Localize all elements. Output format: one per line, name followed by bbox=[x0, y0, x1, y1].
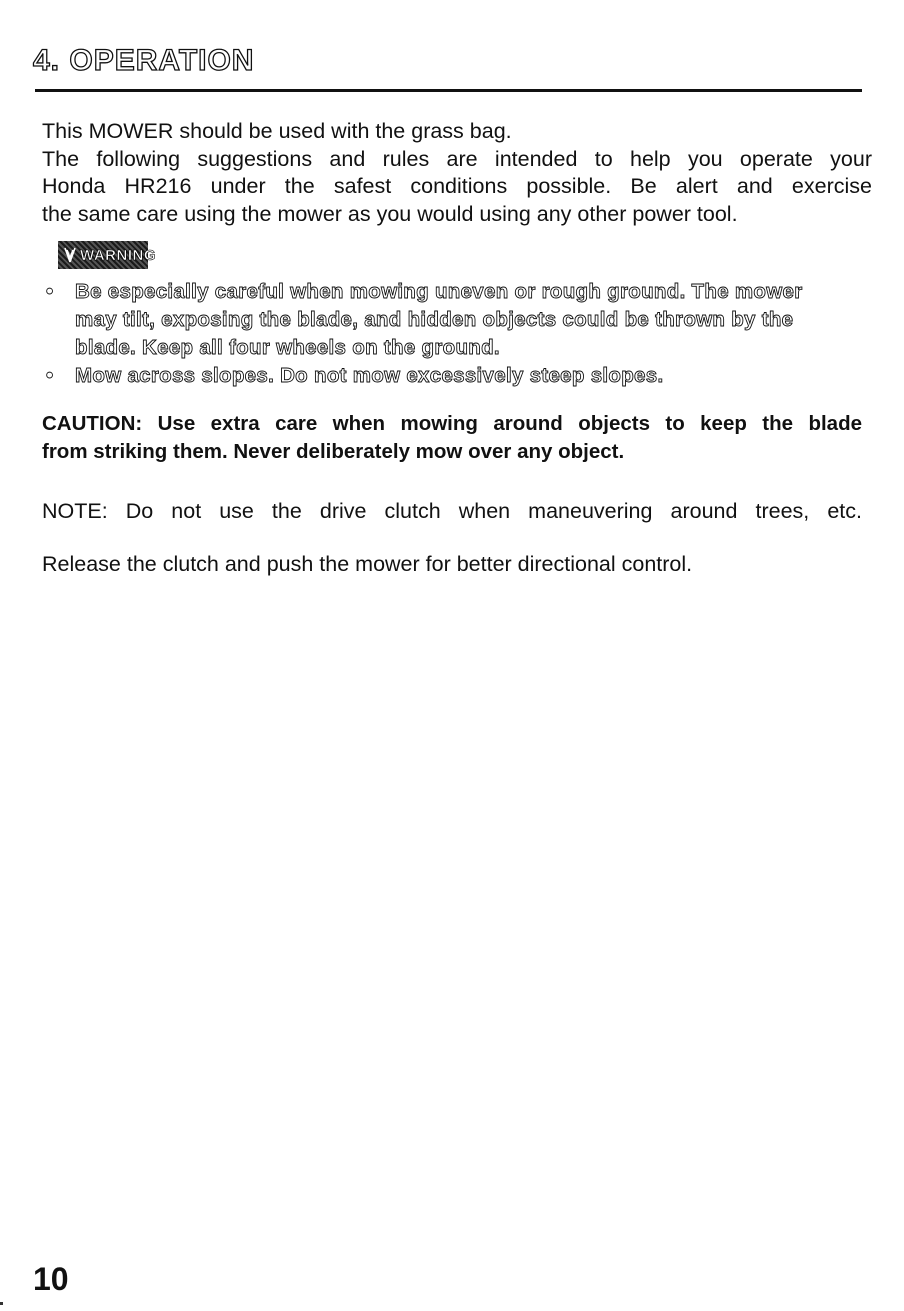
warning-list bbox=[46, 278, 866, 390]
intro-line: This MOWER should be used with the grass bag. bbox=[42, 119, 512, 143]
page-number: 10 bbox=[33, 1261, 69, 1297]
title-divider bbox=[35, 89, 862, 92]
caution-line: CAUTION: Use extra care when mowing around objects to keep the blade bbox=[42, 412, 862, 435]
intro-line: Honda HR216 under the safest conditions possible. Be alert and exercise bbox=[42, 174, 872, 198]
warning-line: blade. Keep all four wheels on the ground. bbox=[75, 336, 500, 359]
intro-line: the same care using the mower as you would using any other power tool. bbox=[42, 201, 738, 226]
scan-mark bbox=[0, 1302, 3, 1305]
release-paragraph: Release the clutch and push the mower for better directional control. bbox=[42, 552, 693, 576]
bullet: • bbox=[46, 280, 54, 303]
note-paragraph: NOTE: Do not use the drive clutch when maneuvering around trees, etc. bbox=[42, 499, 862, 523]
warning-item bbox=[46, 278, 866, 362]
warning-label: WARNING bbox=[80, 246, 156, 264]
warning-badge bbox=[58, 241, 156, 269]
warning-line: Be especially careful when mowing uneven or rough ground. The mower bbox=[75, 280, 803, 303]
caution-paragraph bbox=[42, 410, 862, 466]
caution-line: from striking them. Never deliberately mow over any object. bbox=[42, 440, 625, 463]
warning-line: may tilt, exposing the blade, and hidden objects could be thrown by the bbox=[75, 308, 794, 331]
hazard-icon bbox=[62, 246, 78, 264]
bullet: • bbox=[46, 364, 54, 387]
intro-line: The following suggestions and rules are intended to help you operate your bbox=[42, 146, 872, 171]
warning-line: Mow across slopes. Do not mow excessively steep slopes. bbox=[75, 364, 664, 387]
intro-paragraph bbox=[42, 118, 872, 228]
page-title: 4. OPERATION bbox=[33, 44, 255, 77]
warning-item bbox=[46, 362, 866, 390]
